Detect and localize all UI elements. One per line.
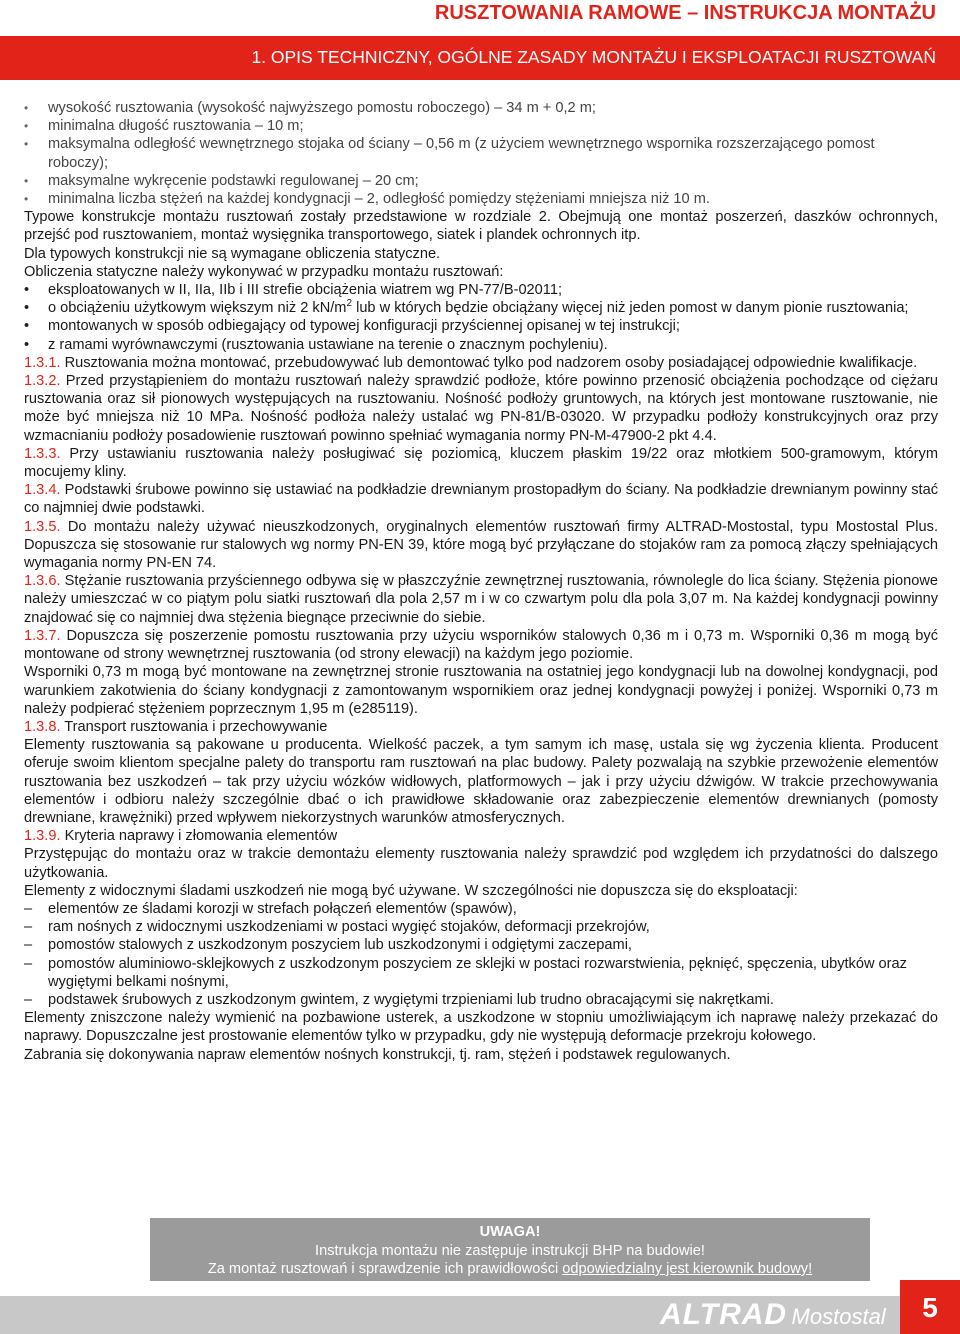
limit-item: • minimalna długość rusztowania – 10 m;	[24, 117, 938, 135]
section-1-3-9-body: Przystępując do montażu oraz w trakcie demontażu elementy rusztowania należy sprawdzić pod względem ich przydatności do dalszego użytkowania.	[24, 846, 938, 881]
defect-item: – elementów ze śladami korozji w strefach połączeń elementów (spawów),	[24, 900, 938, 918]
limit-item: • maksymalna odległość wewnętrznego stojaka od ściany – 0,56 m (z użyciem wewnętrznego wspornika rozszerzającego pomost roboczy);	[24, 135, 938, 171]
paragraph-typical: Typowe konstrukcje montażu rusztowań zostały przedstawione w rozdziale 2. Obejmują one montaż poszerzeń, daszków ochronnych, przejść pod rusztowaniem, montaż wysięgnika transportowego, siatek i plandek ochronnych itp.	[24, 209, 938, 244]
section-number: 1.3.6.	[24, 573, 61, 590]
limit-item: • minimalna liczba stężeń na każdej kondygnacji – 2, odległość pomiędzy stężeniami mniejsza niż 10 m.	[24, 190, 938, 208]
section-number: 1.3.7.	[24, 627, 61, 644]
section-1-3-5: 1.3.5. Do montażu należy używać nieuszkodzonych, oryginalnych elementów rusztowań firmy ALTRAD-Mostostal, typu Mostostal Plus. Dopuszcza się stosowanie rur stalowych wg normy PN-EN 39, które mogą być przyłączane do stojaków ram za pomocą złączy spełniających wymagania normy PN-EN 74.	[24, 518, 938, 572]
section-number: 1.3.4.	[24, 482, 61, 499]
limit-item: • maksymalne wykręcenie podstawki regulowanej – 20 cm;	[24, 172, 938, 190]
section-1-3-2: 1.3.2. Przed przystąpieniem do montażu rusztowań należy sprawdzić podłoże, które powinno przenosić obciążenia pochodzące od ciężaru rusztowania oraz sił pionowych występujących na rusztowaniu. Nośność podłoży gruntowych, na których jest montowane rusztowanie, nie może być mniejsza niż 10 MPa. Nośność podłoża należy ustalać wg PN-81/B-03020. W przypadku podłoży konstrukcyjnych oraz przy wzmacnianiu podłoży posadowienie rusztowań powinno spełniać wymagania normy PN-M-47900-2 pkt 4.4.	[24, 373, 938, 444]
section-1-3-7-continued: Wsporniki 0,73 m mogą być montowane na zewnętrznej stronie rusztowania na ostatniej jego kondygnacji lub na dowolnej kondygnacji, pod warunkiem zakotwienia do ściany kondygnacji z zamontowanym wspornikiem oraz jednej kondygnacji powyżej i poniżej. Wsporniki 0,73 m należy podpierać stężeniem poprzecznym 1,95 m (e285119).	[24, 664, 938, 717]
warning-line-1: Instrukcja montażu nie zastępuje instrukcji BHP na budowie!	[315, 1242, 705, 1259]
section-1-3-1: 1.3.1. Rusztowania można montować, przebudowywać lub demontować tylko pod nadzorem osoby posiadającej odpowiednie kwalifikacje.	[24, 354, 918, 371]
limit-item: • wysokość rusztowania (wysokość najwyższego pomostu roboczego) – 34 m + 0,2 m;	[24, 99, 938, 117]
defect-item: – pomostów stalowych z uszkodzonym poszyciem lub uszkodzonymi i odgiętymi zaczepami,	[24, 936, 938, 954]
section-1-3-8: 1.3.8. Transport rusztowania i przechowywanie	[24, 718, 328, 735]
defect-item: – podstawek śrubowych z uszkodzonym gwintem, z wygiętymi trzpieniami lub trudno obracającymi się nakrętkami.	[24, 991, 938, 1009]
section-1-3-4: 1.3.4. Podstawki śrubowe powinno się ustawiać na podkładzie drewnianym prostopadłym do ściany. Na podkładzie drewnianym powinny stać co najmniej dwie podstawki.	[24, 482, 938, 517]
defect-item: – pomostów aluminiowo-sklejkowych z uszkodzonym poszyciem ze sklejki w postaci rozwarstwienia, pęknięć, spęczenia, ubytków oraz wygiętymi belkami nośnymi,	[24, 955, 938, 991]
paragraph-no-calc: Dla typowych konstrukcji nie są wymagane obliczenia statyczne.	[24, 245, 441, 262]
section-number: 1.3.1.	[24, 354, 61, 371]
section-1-3-9: 1.3.9. Kryteria naprawy i złomowania elementów	[24, 828, 338, 845]
page-number: 5	[922, 1292, 938, 1323]
altrad-mostostal-logo: ALTRAD Mostostal	[660, 1298, 886, 1331]
calc-case-item: • o obciążeniu użytkowym większym niż 2 $kN/m^2$ lub w których będzie obciążany więcej niż jeden pomost w danym pionie rusztowania;	[24, 299, 938, 317]
calc-case-item: • eksploatowanych w II, IIa, IIb i III strefie obciążenia wiatrem wg PN-77/B-02011;	[24, 281, 938, 299]
document-title: RUSZTOWANIA RAMOWE – INSTRUKCJA MONTAŻU	[434, 2, 936, 24]
section-1-3-9-criteria: Elementy z widocznymi śladami uszkodzeń nie mogą być używane. W szczególności nie dopuszcza się do eksploatacji:	[24, 882, 798, 899]
calc-case-item: • montowanych w sposób odbiegający od typowej konfiguracji przyściennej opisanej w tej instrukcji;	[24, 317, 938, 335]
section-number: 1.3.9.	[24, 828, 61, 845]
warning-box	[150, 1218, 870, 1281]
warning-line-2: Za montaż rusztowań i sprawdzenie ich prawidłowości odpowiedzialny jest kierownik budowy!	[207, 1261, 813, 1277]
section-number: 1.3.5.	[24, 518, 61, 535]
paragraph-repair: Elementy zniszczone należy wymienić na pozbawione usterek, a uszkodzone w stopniu umożliwiającym ich naprawę należy przekazać do naprawy. Dopuszczalne jest prostowanie elementów tylko w przypadku, gdy nie występują deformacje przekroju kołowego.	[24, 1010, 938, 1045]
defect-item: – ram nośnych z widocznymi uszkodzeniami w postaci wygięć stojaków, deformacji przekrojów,	[24, 918, 938, 936]
section-number: 1.3.2.	[24, 373, 61, 390]
warning-title: UWAGA!	[479, 1224, 541, 1240]
paragraph-calc-intro: Obliczenia statyczne należy wykonywać w przypadku montażu rusztowań:	[24, 263, 504, 280]
section-number: 1.3.3.	[24, 445, 61, 462]
section-1-3-7: 1.3.7. Dopuszcza się poszerzenie pomostu rusztowania przy użyciu wsporników stalowych 0,36 m i 0,73 m. Wsporniki 0,36 m mogą być montowane od strony wewnętrznej rusztowania (od strony elewacji) na każdym jego poziomie.	[24, 627, 938, 663]
section-title: 1. OPIS TECHNICZNY, OGÓLNE ZASADY MONTAŻU I EKSPLOATACJI RUSZTOWAŃ	[251, 47, 936, 67]
section-1-3-8-body: Elementy rusztowania są pakowane u producenta. Wielkość paczek, a tym samym ich masę, ustala się wg życzenia klienta. Producent oferuje swoim klientom specjalne palety do transportu ram rusztowań na plac budowy. Palety pozwalają na szybkie przewożenie elementów rusztowania bez uszkodzeń – tak przy użyciu wózków widłowych, platformowych – jak i przy użyciu dźwigów. W trakcie przechowywania elementów i odbioru należy szczególnie dbać o ich prawidłowe składowanie oraz zabezpieczenie elementów drewnianych (pomosty drewniane, krawężniki) przed wpływem niekorzystnych warunków atmosferycznych.	[24, 737, 938, 826]
section-number: 1.3.8.	[24, 718, 61, 735]
calc-case-item: • z ramami wyrównawczymi (rusztowania ustawiane na terenie o znacznym pochyleniu).	[24, 336, 938, 354]
paragraph-forbidden: Zabrania się dokonywania napraw elementów nośnych konstrukcji, tj. ram, stężeń i podstawek regulowanych.	[24, 1046, 731, 1063]
section-1-3-3: 1.3.3. Przy ustawianiu rusztowania należy posługiwać się poziomicą, kluczem płaskim 19/22 oraz młotkiem 500-gramowym, którym mocujemy kliny.	[24, 445, 938, 481]
content-body	[24, 99, 938, 1064]
section-1-3-6: 1.3.6. Stężanie rusztowania przyściennego odbywa się w płaszczyźnie zewnętrznej rusztowania, równolegle do lica ściany. Stężenia pionowe należy umieszczać w co piątym polu siatki rusztowań dla pola 2,57 m i w co czwartym polu dla pola 3,07 m. Na każdej kondygnacji powinny znajdować się co najmniej dwa stężenia biegnące przeciwnie do siebie.	[24, 573, 938, 626]
